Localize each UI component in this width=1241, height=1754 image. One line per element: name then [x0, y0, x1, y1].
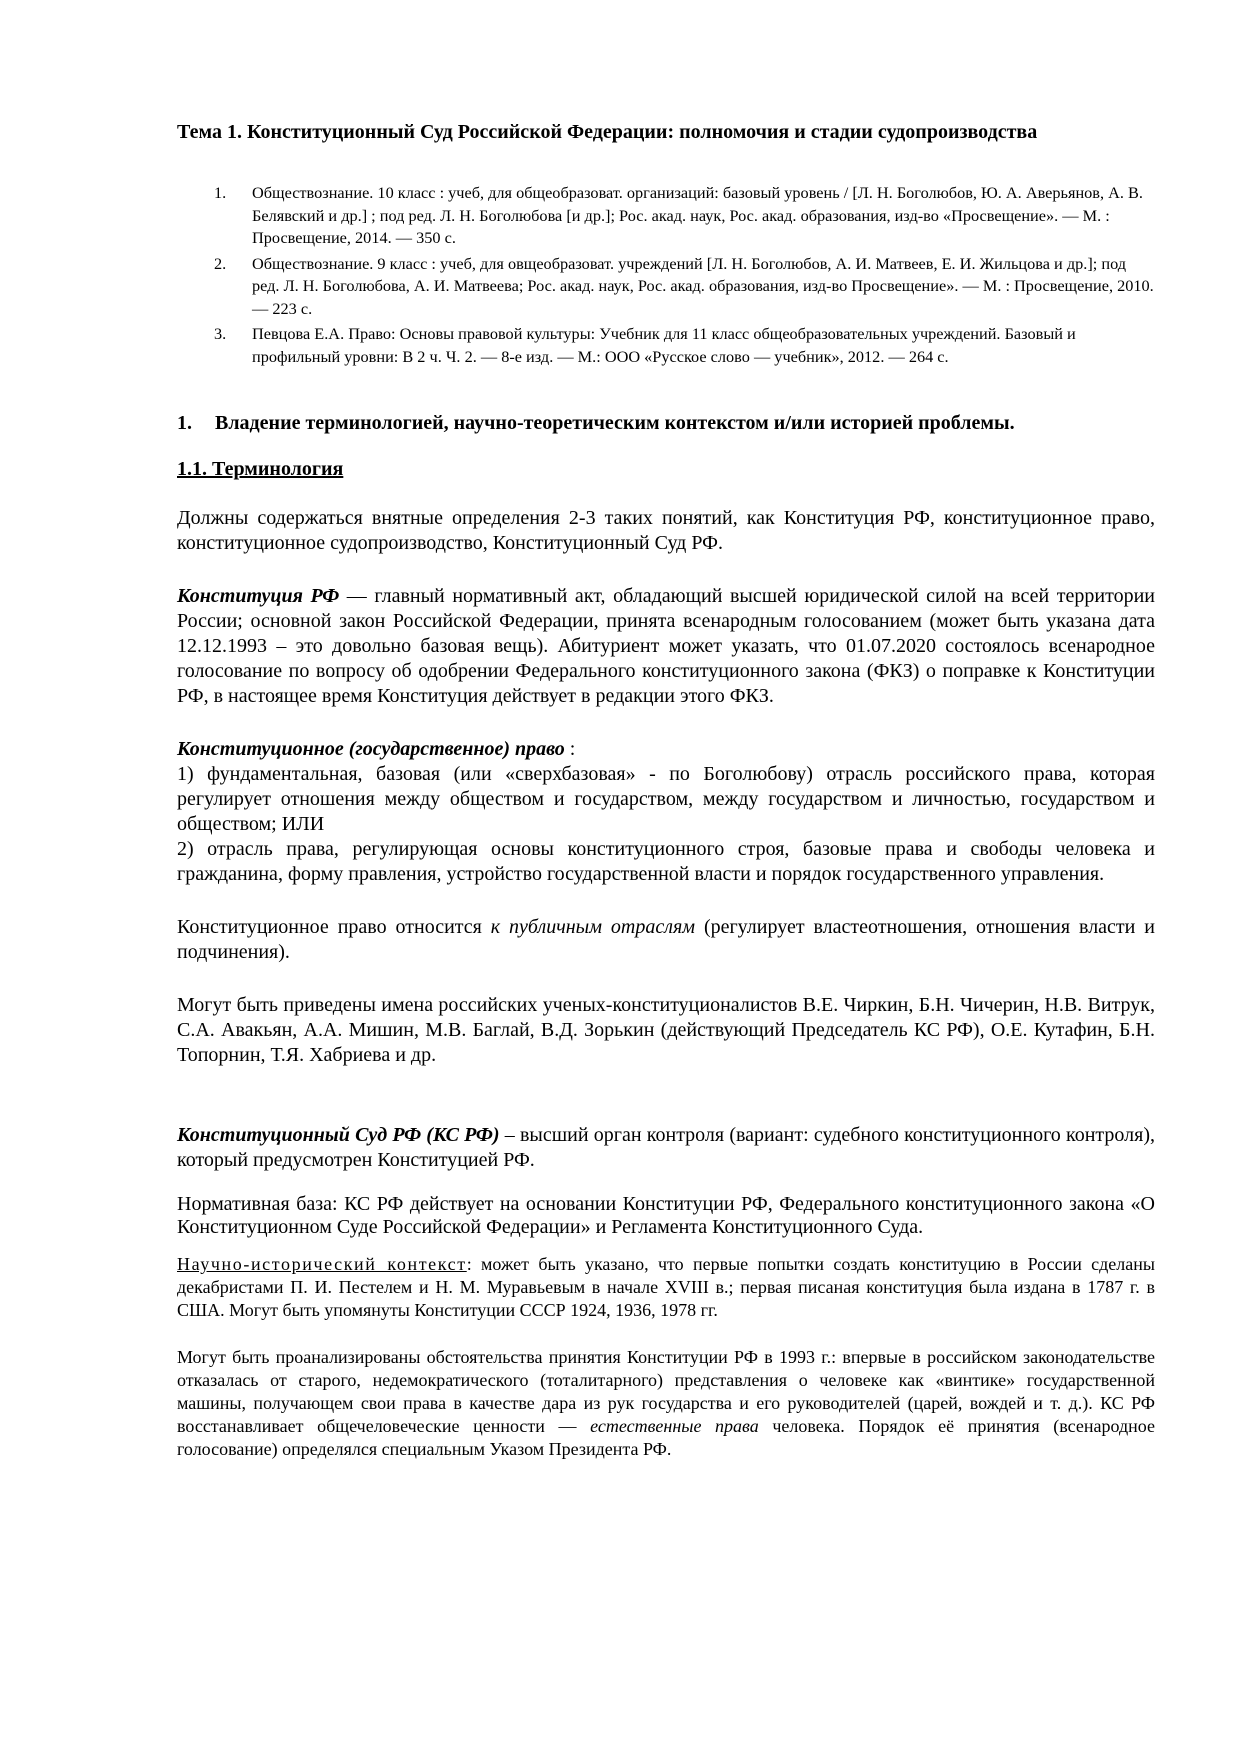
reference-item: [177, 182, 1155, 250]
history-paragraph: [177, 1253, 1155, 1322]
reference-text: Певцова Е.А. Право: Основы правовой культуры: Учебник для 11 класс общеобразовательных учреждений. Базовый и профильный уровни: В 2 ч. Ч. 2. — 8-е изд. — М.: ООО «Русское слово — учебник», 2012. — 264 с.: [252, 324, 1076, 366]
reference-list: [177, 182, 1155, 368]
reference-item: [177, 253, 1155, 321]
reference-number: 1.: [214, 183, 227, 202]
history-label: Научно-исторический контекст: [177, 1254, 467, 1274]
scientists-paragraph: Могут быть приведены имена российских ученых-конституционалистов В.Е. Чиркин, Б.Н. Чичерин, Н.В. Витрук, С.А. Авакьян, А.А. Мишин, М.В. Баглай, В.Д. Зорькин (действующий Председатель КС РФ), О.Е. Кутафин, Б.Н. Топорнин, Т.Я. Хабриева и др.: [177, 994, 1155, 1066]
reference-text: Обществознание. 10 класс : учеб, для общеобразоват. организаций: базовый уровень / [Л. Н. Боголюбов, Ю. А. Аверьянов, А. В. Белявский и др.] ; под ред. Л. Н. Боголюбова [и др.]; Рос. акад. наук, Рос. акад. образования, изд-во «Просвещение». — М. : Просвещение, 2014. — 350 с.: [252, 183, 1143, 247]
public-law-text-end: (регулирует властеотношения, отношения власти и подчинения).: [177, 916, 1155, 963]
public-law-text: Конституционное право относится: [177, 916, 491, 938]
constitution-paragraph: [177, 584, 1155, 709]
constitutional-law-term: Конституционное (государственное) право: [177, 738, 565, 760]
court-paragraph: [177, 1123, 1155, 1173]
constitutional-law-colon: :: [564, 738, 576, 760]
reference-number: 3.: [214, 324, 227, 343]
public-law-emphasis: к публичным отраслям: [490, 916, 696, 938]
analysis-text: Могут быть проанализированы обстоятельства принятия Конституции РФ в 1993 г.: впервые в российском законодательстве отказалась от старого, недемократического (тоталитарного) представления о человеке как «винтике» государственной машины, получающем свои права в качестве дара из рук государства и его руководителей (царей, вождей и т. д.). КС РФ восстанавливает общечеловеческие ценности —: [177, 1347, 1155, 1436]
subsection-heading: 1.1. Терминология: [177, 458, 344, 480]
document-page: [177, 118, 1155, 1461]
history-text: : может быть указано, что первые попытки создать конституцию в России сделаны декабристами П. И. Пестелем и Н. М. Муравьевым в начале XVIII в.; первая писаная конституция была издана в 1787 г. в США. Могут быть упомянуты Конституции СССР 1924, 1936, 1978 гг.: [177, 1254, 1155, 1320]
constitutional-law-heading: [177, 737, 1155, 762]
analysis-text-end: человека. Порядок её принятия (всенародное голосование) определялся специальным Указом Президента РФ.: [177, 1416, 1155, 1459]
section-heading: [177, 410, 1155, 436]
constitutional-law-block: [177, 737, 1155, 887]
analysis-emphasis: естественные права: [590, 1416, 759, 1436]
constitutional-law-definition-2: 2) отрасль права, регулирующая основы конституционного строя, базовые права и свободы человека и гражданина, форму правления, устройство государственной власти и порядок государственного управления.: [177, 838, 1155, 885]
topic-title: Тема 1. Конституционный Суд Российской Федерации: полномочия и стадии судопроизводства: [177, 121, 1038, 143]
court-term: Конституционный Суд РФ (КС РФ): [177, 1124, 500, 1146]
reference-text: Обществознание. 9 класс : учеб, для овщеобразоват. учреждений [Л. Н. Боголюбов, А. И. Матвеев, Е. И. Жильцова и др.]; под ред. Л. Н. Боголюбова, А. И. Матвеева; Рос. акад. наук, Рос. акад. образования, изд-во Просвещение». — М. : Просвещение, 2010. — 223 с.: [252, 253, 1154, 318]
public-law-paragraph: [177, 915, 1155, 965]
constitution-definition: — главный нормативный акт, обладающий высшей юридической силой на всей территории России; основной закон Российской Федерации, принята всенародным голосованием (может быть указана дата 12.12.1993 – это довольно базовая вещь). Абитуриент может указать, что 01.07.2020 состоялось всенародное голосование по вопросу об одобрении Федерального конституционного закона (ФКЗ) о поправке к Конституции РФ, в настоящее время Конституция действует в редакции этого ФКЗ.: [177, 585, 1155, 707]
reference-number: 2.: [214, 253, 227, 273]
section-title: Владение терминологией, научно-теоретическим контекстом и/или историей проблемы.: [215, 412, 1015, 434]
legal-basis-paragraph: Нормативная база: КС РФ действует на основании Конституции РФ, Федерального конституционного закона «О Конституционном Суде Российской Федерации» и Регламента Конституционного Суда.: [177, 1193, 1155, 1238]
intro-paragraph: Должны содержаться внятные определения 2-3 таких понятий, как Конституция РФ, конституционное право, конституционное судопроизводство, Конституционный Суд РФ.: [177, 507, 1155, 554]
section-number: 1.: [177, 412, 192, 434]
reference-item: [177, 323, 1155, 368]
court-definition: – высший орган контроля (вариант: судебного конституционного контроля), который предусмотрен Конституцией РФ.: [177, 1124, 1155, 1171]
analysis-paragraph: [177, 1346, 1155, 1461]
constitution-term: Конституция РФ: [177, 585, 340, 607]
constitutional-law-definition-1: 1) фундаментальная, базовая (или «сверхбазовая» - по Боголюбову) отрасль российского права, которая регулирует отношения между обществом и государством, между государством и личностью, государством и обществом; ИЛИ: [177, 763, 1155, 835]
